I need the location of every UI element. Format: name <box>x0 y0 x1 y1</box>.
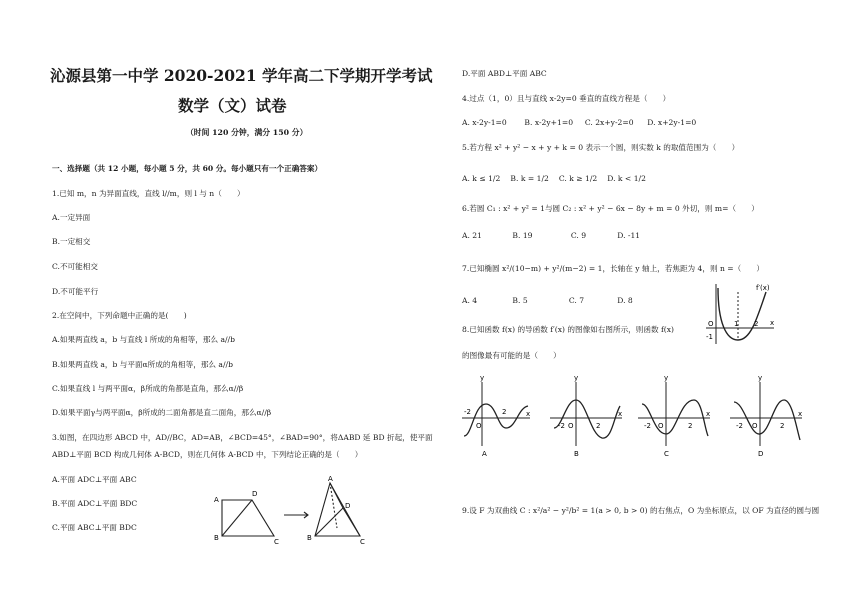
q3-stem-line1: 3.如图，在四边形 ABCD 中，AD//BC，AD=AB，∠BCD=45°，∠BAD=90°，将ΔABD 延 BD 折起，使平面 <box>52 433 433 442</box>
graph-c-x: x <box>706 410 711 418</box>
q4-option-b: B. x-2y+1=0 <box>524 118 574 127</box>
exam-subject: 数学（文）试卷 <box>178 96 287 115</box>
q8-stem-line1: 8.已知函数 f(x) 的导函数 f′(x) 的图像如右图所示，则函数 f(x) <box>462 325 674 334</box>
fig2-label-b: B <box>307 534 312 542</box>
q6-option-b: B. 19 <box>512 231 533 240</box>
derivative-x: x <box>770 319 775 327</box>
q6-option-c: C. 9 <box>570 231 587 240</box>
fig-label-a: A <box>214 496 219 504</box>
q1-option-a: A.一定异面 <box>52 213 91 222</box>
q4-option-c: C. 2x+y-2=0 <box>584 118 634 127</box>
q8-stem-line2: 的图像最有可能的是（ ） <box>462 351 561 360</box>
graph-c-two: 2 <box>688 422 693 430</box>
q1-option-b: B.一定相交 <box>52 237 91 246</box>
q3-option-c: C.平面 ABC⊥平面 BDC <box>52 523 137 532</box>
graph-a-y: y <box>480 374 485 382</box>
graph-a-two: 2 <box>502 408 507 416</box>
graph-c-origin: O <box>658 422 664 430</box>
q5-option-d: D. k < 1/2 <box>607 174 646 183</box>
derivative-two: 2 <box>754 320 759 328</box>
q2-option-b: B.如果两直线 a，b 与平面α所成的角相等，那么 a//b <box>52 360 233 369</box>
q6-option-d: D. -11 <box>617 231 641 240</box>
q3-option-a: A.平面 ADC⊥平面 ABC <box>52 475 137 484</box>
q2-option-d: D.如果平面γ与两平面α，β所成的二面角都是直二面角，那么α//β <box>52 408 272 417</box>
q6-options <box>462 231 640 241</box>
fig-label-d: D <box>252 490 258 498</box>
q3-stem-line2: ABD⊥平面 BCD 构成几何体 A-BCD，则在几何体 A-BCD 中，下列结论正确的是（ ） <box>52 450 363 459</box>
q9-stem: 9.设 F 为双曲线 C : x²/a² − y²/b² = 1(a > 0, b > 0) 的右焦点，O 为坐标原点，以 OF 为直径的圆与圆 <box>462 506 820 515</box>
q1-option-d: D.不可能平行 <box>52 287 99 296</box>
q2-stem: 2.在空间中，下列命题中正确的是( ) <box>52 311 187 320</box>
graph-d-two: 2 <box>780 422 785 430</box>
q5-option-c: C. k ≥ 1/2 <box>558 174 598 183</box>
fig-label-b: B <box>214 534 219 542</box>
q5-options <box>462 174 646 184</box>
derivative-label: f′(x) <box>756 284 770 292</box>
q2-option-c: C.如果直线 l 与两平面α，β所成的角都是直角，那么α//β <box>52 384 244 393</box>
graph-label-b: B <box>574 450 579 458</box>
exam-meta: （时间 120 分钟，满分 150 分） <box>186 128 308 137</box>
q4-option-d: D. x+2y-1=0 <box>647 118 697 127</box>
graph-b-origin: O <box>568 422 574 430</box>
graph-c-y: y <box>664 374 669 382</box>
candidate-graphs <box>462 376 822 458</box>
graph-label-c: C <box>664 450 669 458</box>
q7-option-d: D. 8 <box>617 296 633 305</box>
graph-d-neg2: -2 <box>736 422 743 430</box>
fig2-label-a: A <box>328 475 333 483</box>
graph-c-neg2: -2 <box>644 422 651 430</box>
derivative-negone: -1 <box>706 333 713 341</box>
q6-option-a: A. 21 <box>462 231 482 240</box>
q3-option-b: B.平面 ADC⊥平面 BDC <box>52 499 138 508</box>
graph-a-origin: O <box>476 422 482 430</box>
graph-b-y: y <box>574 374 579 382</box>
graph-b-x: x <box>618 410 623 418</box>
graph-a-x: x <box>526 410 531 418</box>
section-heading: 一、选择题（共 12 小题，每小题 5 分，共 60 分。每小题只有一个正确答案） <box>52 164 323 173</box>
graph-b-two: 2 <box>596 422 601 430</box>
graph-d-origin: O <box>752 422 758 430</box>
graph-d-y: y <box>758 374 763 382</box>
fig-label-c: C <box>274 538 279 546</box>
q4-options <box>462 118 696 128</box>
q1-option-c: C.不可能相交 <box>52 262 98 271</box>
fig2-label-d: D <box>345 502 351 510</box>
q3-option-d: D.平面 ABD⊥平面 ABC <box>462 69 547 78</box>
q4-option-a: A. x-2y-1=0 <box>462 118 507 127</box>
graph-label-d: D <box>758 450 764 458</box>
q4-stem: 4.过点（1，0）且与直线 x-2y=0 垂直的直线方程是（ ） <box>462 94 671 103</box>
graph-a-neg2: -2 <box>464 408 471 416</box>
graph-d-x: x <box>798 410 803 418</box>
q5-option-b: B. k = 1/2 <box>510 174 549 183</box>
graph-b-neg2: -2 <box>558 422 565 430</box>
q7-stem: 7.已知椭圆 x²/(10−m) + y²/(m−2) = 1，长轴在 y 轴上，若焦距为 4，则 n =（ ） <box>462 264 765 273</box>
q5-option-a: A. k ≤ 1/2 <box>462 174 501 183</box>
q7-option-b: B. 5 <box>512 296 528 305</box>
fig2-label-c: C <box>360 538 365 546</box>
q1-stem: 1.已知 m，n 为异面直线，直线 l//m，则 l 与 n（ ） <box>52 189 245 198</box>
q6-stem: 6.若圆 C₁ : x² + y² = 1与圆 C₂ : x² + y² − 6x − 8y + m = 0 外切，则 m=（ ） <box>462 204 759 213</box>
exam-title: 沁源县第一中学 2020-2021 学年高二下学期开学考试 <box>50 66 433 85</box>
q7-options <box>462 296 633 306</box>
derivative-graph <box>706 282 776 348</box>
q3-figure <box>212 475 372 548</box>
derivative-origin: O <box>708 320 714 328</box>
q5-stem: 5.若方程 x² + y² − x + y + k = 0 表示一个圆，则实数 k 的取值范围为（ ） <box>462 143 740 152</box>
derivative-one: 1 <box>734 320 739 328</box>
graph-label-a: A <box>482 450 487 458</box>
q7-option-c: C. 7 <box>568 296 585 305</box>
q2-option-a: A.如果两直线 a，b 与直线 l 所成的角相等，那么 a//b <box>52 335 235 344</box>
q7-option-a: A. 4 <box>462 296 478 305</box>
